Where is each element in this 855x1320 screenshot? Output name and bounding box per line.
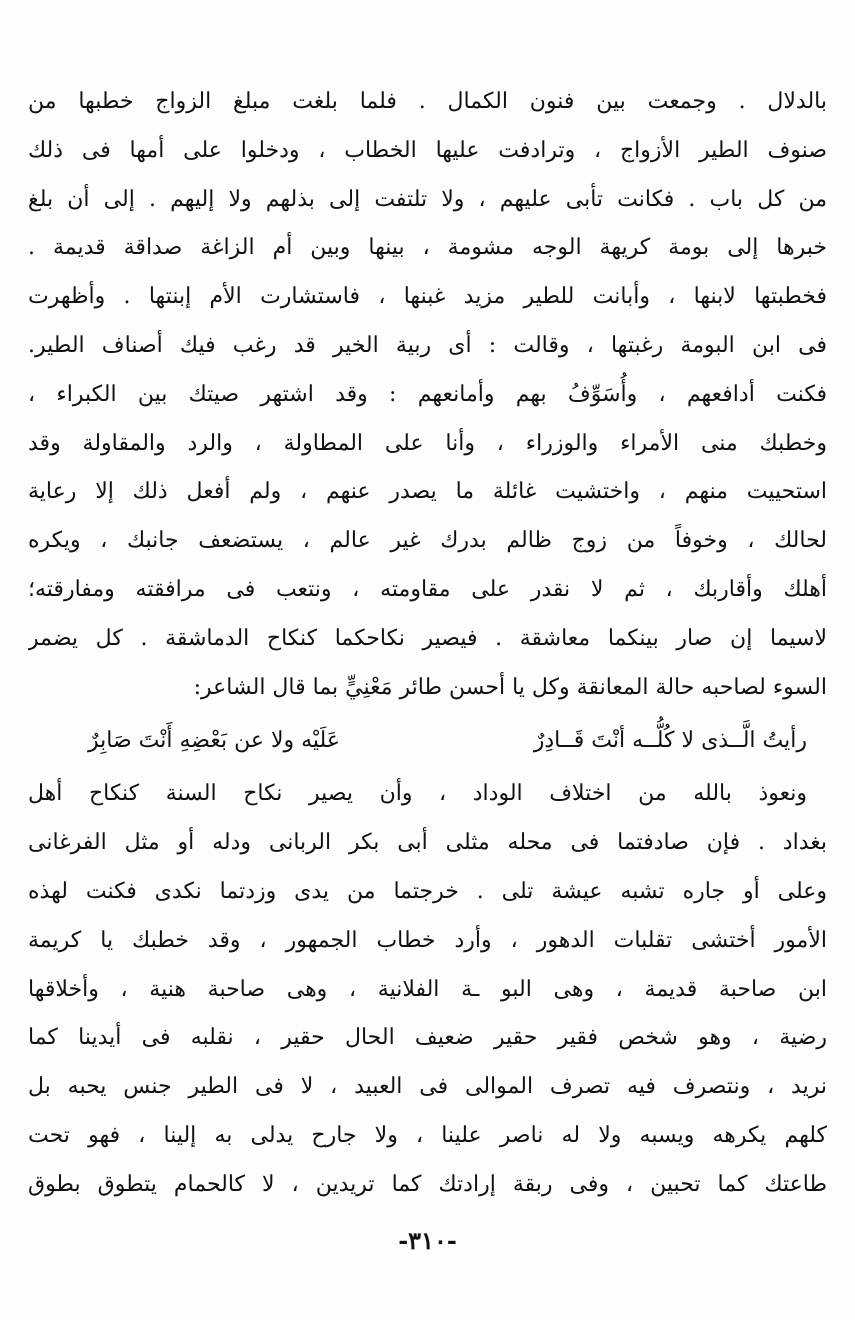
text-line: السوء لصاحبه حالة المعانقة وكل يا أحسن طائر مَعْنِيٍّ بما قال الشاعر: (193, 674, 827, 700)
text-line: فكنت أدافعهم ، وأُسَوِّفُ بهم وأمانعهم : وقد اشتهر صيتك بين الكبراء ، (28, 381, 827, 407)
text-line: من كل باب . فكانت تأبى عليهم ، ولا تلتفت إلى بذلهم ولا إليهم . إلى أن بلغ (28, 186, 827, 212)
text-line: نريد ، ونتصرف فيه تصرف الموالى فى العبيد ، لا فى الطير جنس يحبه بل (28, 1074, 827, 1100)
text-line: بغداد . فإن صادفتما فى محله مثلى أبى بكر الربانى ودله أو مثل الفرغانى (28, 830, 827, 856)
text-line: طاعتك كما تحبين ، وفى ربقة إرادتك كما تريدين ، لا كالحمام يتطوق بطوق (28, 1171, 827, 1197)
text-line: استحييت منهم ، واختشيت غائلة ما يصدر عنهم ، ولم أفعل ذلك إلا رعاية (28, 479, 827, 505)
text-line: لحالك ، وخوفاً من زوج ظالم بدرك غير عالم ، يستضعف جانبك ، ويكره (28, 528, 827, 554)
text-line: صنوف الطير الأزواج ، وترادفت عليها الخطاب ، ودخلوا على أمها فى ذلك (28, 137, 827, 163)
poem-verse (28, 712, 827, 770)
text-line: الأمور أختشى تقلبات الدهور ، وأرد خطاب الجمهور ، وقد خطبك يا كريمة (28, 927, 827, 953)
text-line: ونعوذ بالله من اختلاف الوداد ، وأن يصير نكاح السنة كنكاح أهل (28, 781, 807, 807)
text-line: كلهم يكرهه ويسبه ولا له ناصر علينا ، ولا جارح يدلى به إلينا ، فهو تحت (28, 1122, 827, 1148)
text-line: بالدلال . وجمعت بين فنون الكمال . فلما بلغت مبلغ الزواج خطبها من (28, 89, 827, 114)
text-line: أهلك وأقاربك ، ثم لا نقدر على مقاومته ، ونتعب فى مرافقته ومفارقته؛ (28, 576, 827, 602)
text-line: فخطبتها لابنها ، وأبانت للطير مزيد غبنها ، فاستشارت الأم إبنتها . وأظهرت (28, 284, 827, 310)
body-text (28, 78, 827, 1210)
text-line: لاسيما إن صار بينكما معاشقة . فيصير نكاحكما كنكاح الدماشقة . كل يضمر (28, 625, 827, 651)
text-line: فى ابن البومة رغبتها ، وقالت : أى ربية الخير قد رغب فيك أصناف الطير. (28, 332, 827, 358)
text-line: خبرها إلى بومة كريهة الوجه مشومة ، بينها وبين أم الزاغة صداقة قديمة . (28, 235, 827, 261)
text-line: رضية ، وهو شخص فقير حقير ضعيف الحال حقير ، نقلبه فى أيدينا كما (28, 1025, 827, 1051)
text-line: ابن صاحبة قديمة ، وهى البو ـة الفلانية ، وهى صاحبة هنية ، وأخلاقها (28, 976, 827, 1002)
page-number: -٣١٠- (398, 1226, 457, 1255)
verse-first-hemistich: رأيتُ الَّــذى لا كُلُّــه أنْتَ قَــادِرٌ (533, 728, 807, 754)
text-line: وعلى أو جاره تشبه عيشة تلى . خرجتما من يدى وزدتما نكدى فكنت لهذه (28, 878, 827, 904)
verse-second-hemistich: عَلَيْه ولا عن بَعْضِهِ أَنْتَ صَابِرٌ (88, 728, 340, 754)
text-line: وخطبك منى الأمراء والوزراء ، وأنا على المطاولة ، والرد والمقاولة وقد (28, 430, 827, 456)
